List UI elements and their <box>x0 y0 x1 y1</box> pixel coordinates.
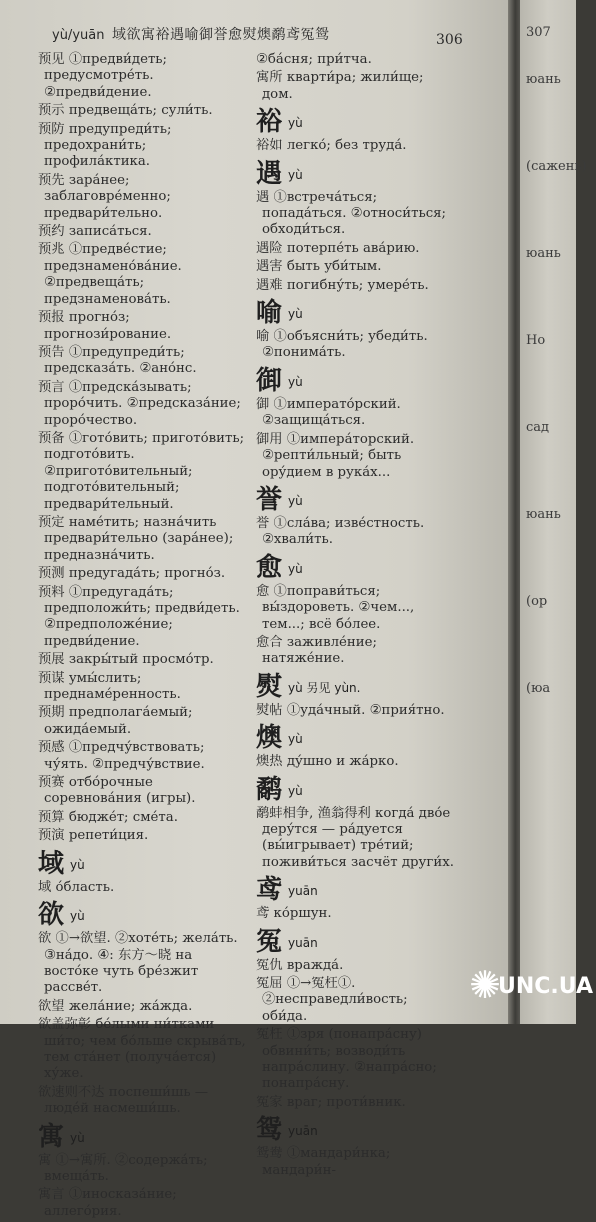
dictionary-entry: 预算 бюдже́т; сме́та. <box>38 809 178 825</box>
adjacent-page-text <box>526 24 596 767</box>
watermark <box>462 962 593 1018</box>
dictionary-entry: 冤仇 вражда́. <box>256 957 344 973</box>
headword-pinyin: yù <box>288 493 303 508</box>
headword-glyph: 欲 <box>38 900 65 931</box>
headword-character <box>256 723 456 754</box>
dictionary-entry: 预先 зара́нее; заблаговре́менно; предвари́тельно. <box>38 172 171 221</box>
adjacent-page-fragment: (сажень) <box>526 159 587 174</box>
dictionary-entry: 裕如 легко́; без труда́. <box>256 138 407 154</box>
dictionary-entry: 预期 предполага́емый; ожида́емый. <box>38 705 193 737</box>
dictionary-entry: 冤枉 ①зря (понапра́сну) обвини́ть; возводи́ть напра́слину. ②напра́сно; понапра́сну. <box>256 1027 437 1092</box>
headword-character <box>256 366 456 397</box>
dictionary-entry: 预报 прогно́з; прогнози́рование. <box>38 310 172 342</box>
dictionary-entry: 遇险 потерпе́ть ава́рию. <box>256 240 420 256</box>
headword-glyph: 熨 <box>256 671 283 702</box>
dictionary-entry: 誉 ①сла́ва; изве́стность. ②хвали́ть. <box>256 515 425 548</box>
dictionary-entry: 遇 ①встреча́ться; попада́ться. ②относи́ться; обходи́ться. <box>256 189 447 238</box>
adjacent-page-fragment: юань <box>526 246 561 261</box>
book-spine <box>508 0 520 1024</box>
dictionary-entry: 御用 ①импера́торский. ②репти́льный; быть ору́дием в рука́х... <box>256 431 415 480</box>
right-column <box>256 52 456 1181</box>
dictionary-entry: 预告 ①предупреди́ть; предсказа́ть. ②ано́нс. <box>38 344 197 377</box>
dictionary-entry: 预料 ①предугада́ть; предположи́ть; предви́деть. ②предположе́ние; предви́дение. <box>38 584 240 649</box>
headword-pinyin: yù <box>70 1130 85 1145</box>
headword-glyph: 冤 <box>256 926 283 957</box>
running-head-characters: 域欲寓裕遇喻御誉愈熨燠鹬鸢冤鸳 <box>112 27 330 43</box>
dictionary-entry: 预赛 отбо́рочные соревнова́ния (игры). <box>38 775 196 807</box>
dictionary-entry: 预兆 ①предве́стие; предзнамено́ва́ние. ②предвеща́ть; предзнаменова́ть. <box>38 242 182 307</box>
dictionary-entry: 预定 наме́тить; назна́чить предвари́тельно (зара́нее); предназна́чить. <box>38 514 234 563</box>
headword-glyph: 域 <box>38 848 65 879</box>
adjacent-page-fragment: юань <box>526 507 561 522</box>
dictionary-entry: 预约 записа́ться. <box>38 224 152 240</box>
adjacent-page-fragment: Но <box>526 333 546 348</box>
headword-character <box>256 107 456 138</box>
page-number: 306 <box>436 32 463 48</box>
headword-glyph: 鹬 <box>256 774 283 805</box>
dictionary-entry: 预感 ①предчу́вствовать; чу́ять. ②предчу́вствие. <box>38 740 205 772</box>
headword-character <box>256 298 456 329</box>
headword-pinyin: yù <box>288 307 303 322</box>
headword-glyph: 誉 <box>256 484 283 515</box>
headword-character <box>256 485 456 516</box>
dictionary-entry: 喻 ①объясни́ть; убеди́ть. ②понима́ть. <box>256 329 428 361</box>
dictionary-entry: 预测 предугада́ть; прогно́з. <box>38 566 226 582</box>
dictionary-entry: 鸢 ко́ршун. <box>256 906 332 922</box>
headword-pinyin: yù 另见 yùn. <box>288 680 361 695</box>
dictionary-entry: 欲盖弥彰 бе́лыми ни́тками ши́то; чем бо́льше скрыва́ть, тем ста́нет (получа́ется) ху́же. <box>38 1017 246 1082</box>
headword-character <box>256 927 456 958</box>
dictionary-entry: 寓 ①→寓所. ②содержа́ть; вмеща́ть. <box>38 1152 208 1184</box>
headword-pinyin: yuān <box>288 935 318 950</box>
adjacent-page-fragment: юань <box>526 72 561 87</box>
dictionary-entry: 预见 ①предви́деть; предусмотре́ть. ②предви́дение. <box>38 52 168 100</box>
running-head-pinyin: yù/yuān <box>52 28 105 43</box>
headword-character <box>256 159 456 190</box>
dictionary-entry: 预演 репети́ция. <box>38 828 149 844</box>
adjacent-page-fragment: сад <box>526 420 550 435</box>
watermark-star-icon: ✺ <box>469 963 501 1007</box>
headword-character <box>256 553 456 584</box>
headword-character <box>256 672 456 703</box>
dictionary-entry: 遇难 погибну́ть; умере́ть. <box>256 277 429 293</box>
headword-pinyin: yù <box>288 116 303 131</box>
headword-glyph: 燠 <box>256 723 283 754</box>
headword-glyph: 愈 <box>256 552 283 583</box>
adjacent-page-fragment: (ор <box>526 594 548 609</box>
headword-pinyin: yù <box>70 909 85 924</box>
headword-glyph: 寓 <box>38 1121 65 1152</box>
headword-character <box>38 1122 250 1153</box>
dictionary-entry: 预谋 умы́слить; преднаме́ренность. <box>38 670 181 703</box>
dictionary-entry: ②ба́сня; при́тча. <box>256 52 372 67</box>
dictionary-entry: 欲速则不达 поспеши́шь — люде́й насмеши́шь. <box>38 1084 209 1117</box>
dictionary-entry: 熨帖 ①уда́чный. ②прия́тно. <box>256 702 445 718</box>
headword-glyph: 裕 <box>256 107 283 138</box>
dictionary-entry: 愈 ①поправи́ться; вы́здороветь. ②чем..., тем...; всё бо́лее. <box>256 583 415 632</box>
headword-glyph: 遇 <box>256 158 283 189</box>
headword-pinyin: yuān <box>288 884 318 899</box>
headword-character <box>256 775 456 806</box>
dictionary-entry: 御 ①императо́рский. ②защища́ться. <box>256 396 401 429</box>
dictionary-entry: 冤屈 ①→冤枉①. ②несправедли́вость; оби́да. <box>256 976 408 1024</box>
adjacent-page-edge <box>520 0 587 1024</box>
dictionary-entry: 鸳鸯 ①мандари́нка; мандари́н- <box>256 1146 391 1178</box>
headword-pinyin: yù <box>288 561 303 576</box>
dictionary-entry: 寓言 ①иносказа́ние; аллего́рия. <box>38 1187 177 1219</box>
watermark-text: UNC.UA <box>498 974 593 999</box>
headword-glyph: 喻 <box>256 298 283 329</box>
headword-character <box>256 1115 456 1146</box>
headword-pinyin: yù <box>288 732 303 747</box>
headword-pinyin: yù <box>288 167 303 182</box>
headword-pinyin: yuān <box>288 1124 318 1139</box>
headword-glyph: 御 <box>256 365 283 396</box>
headword-pinyin: yù <box>70 857 85 872</box>
dictionary-entry: 愈合 заживле́ние; натяже́ние. <box>256 634 377 667</box>
dictionary-entry: 欲望 жела́ние; жа́жда. <box>38 998 193 1014</box>
dictionary-entry: 冤家 враг; проти́вник. <box>256 1094 406 1110</box>
dictionary-entry: 遇害 быть уби́тым. <box>256 259 382 275</box>
dictionary-entry: 预言 ①предска́зывать; проро́чить. ②предсказа́ние; проро́чество. <box>38 379 241 428</box>
headword-pinyin: yù <box>288 783 303 798</box>
headword-glyph: 鸢 <box>256 875 283 906</box>
headword-pinyin: yù <box>288 374 303 389</box>
dictionary-entry: 预防 предупреди́ть; предохрани́ть; профила́ктика. <box>38 121 172 170</box>
dictionary-entry: 鹬蚌相争, 渔翁得利 когда́ дво́е деру́тся — ра́дуется (вы́игрывает) тре́тий; поживи́ться засчёт други́х. <box>256 805 454 870</box>
dictionary-entry: 预示 предвеща́ть; сули́ть. <box>38 103 213 119</box>
dictionary-entry: 寓所 кварти́ра; жили́ще; дом. <box>256 70 424 102</box>
dictionary-entry: 欲 ①→欲望. ②хоте́ть; жела́ть. ③на́до. ④: 东方～晓 на восто́ке чуть бре́зжит рассве́т. <box>38 931 238 996</box>
left-column <box>38 52 250 1222</box>
headword-glyph: 鸳 <box>256 1115 283 1146</box>
dictionary-entry: 预展 закры́тый просмо́тр. <box>38 652 214 668</box>
dictionary-entry: 域 о́бласть. <box>38 879 115 895</box>
adjacent-page-fragment: 307 <box>526 25 551 40</box>
dictionary-entry: 燠热 ду́шно и жа́рко. <box>256 754 399 770</box>
headword-character <box>256 875 456 906</box>
adjacent-page-fragment: (юа <box>526 681 551 696</box>
dictionary-entry: 预备 ①гото́вить; пригото́вить; подгото́вить. ②пригото́вительный; подгото́вительный; предвари́тельный. <box>38 430 245 512</box>
headword-character <box>38 849 250 880</box>
headword-character <box>38 900 250 931</box>
